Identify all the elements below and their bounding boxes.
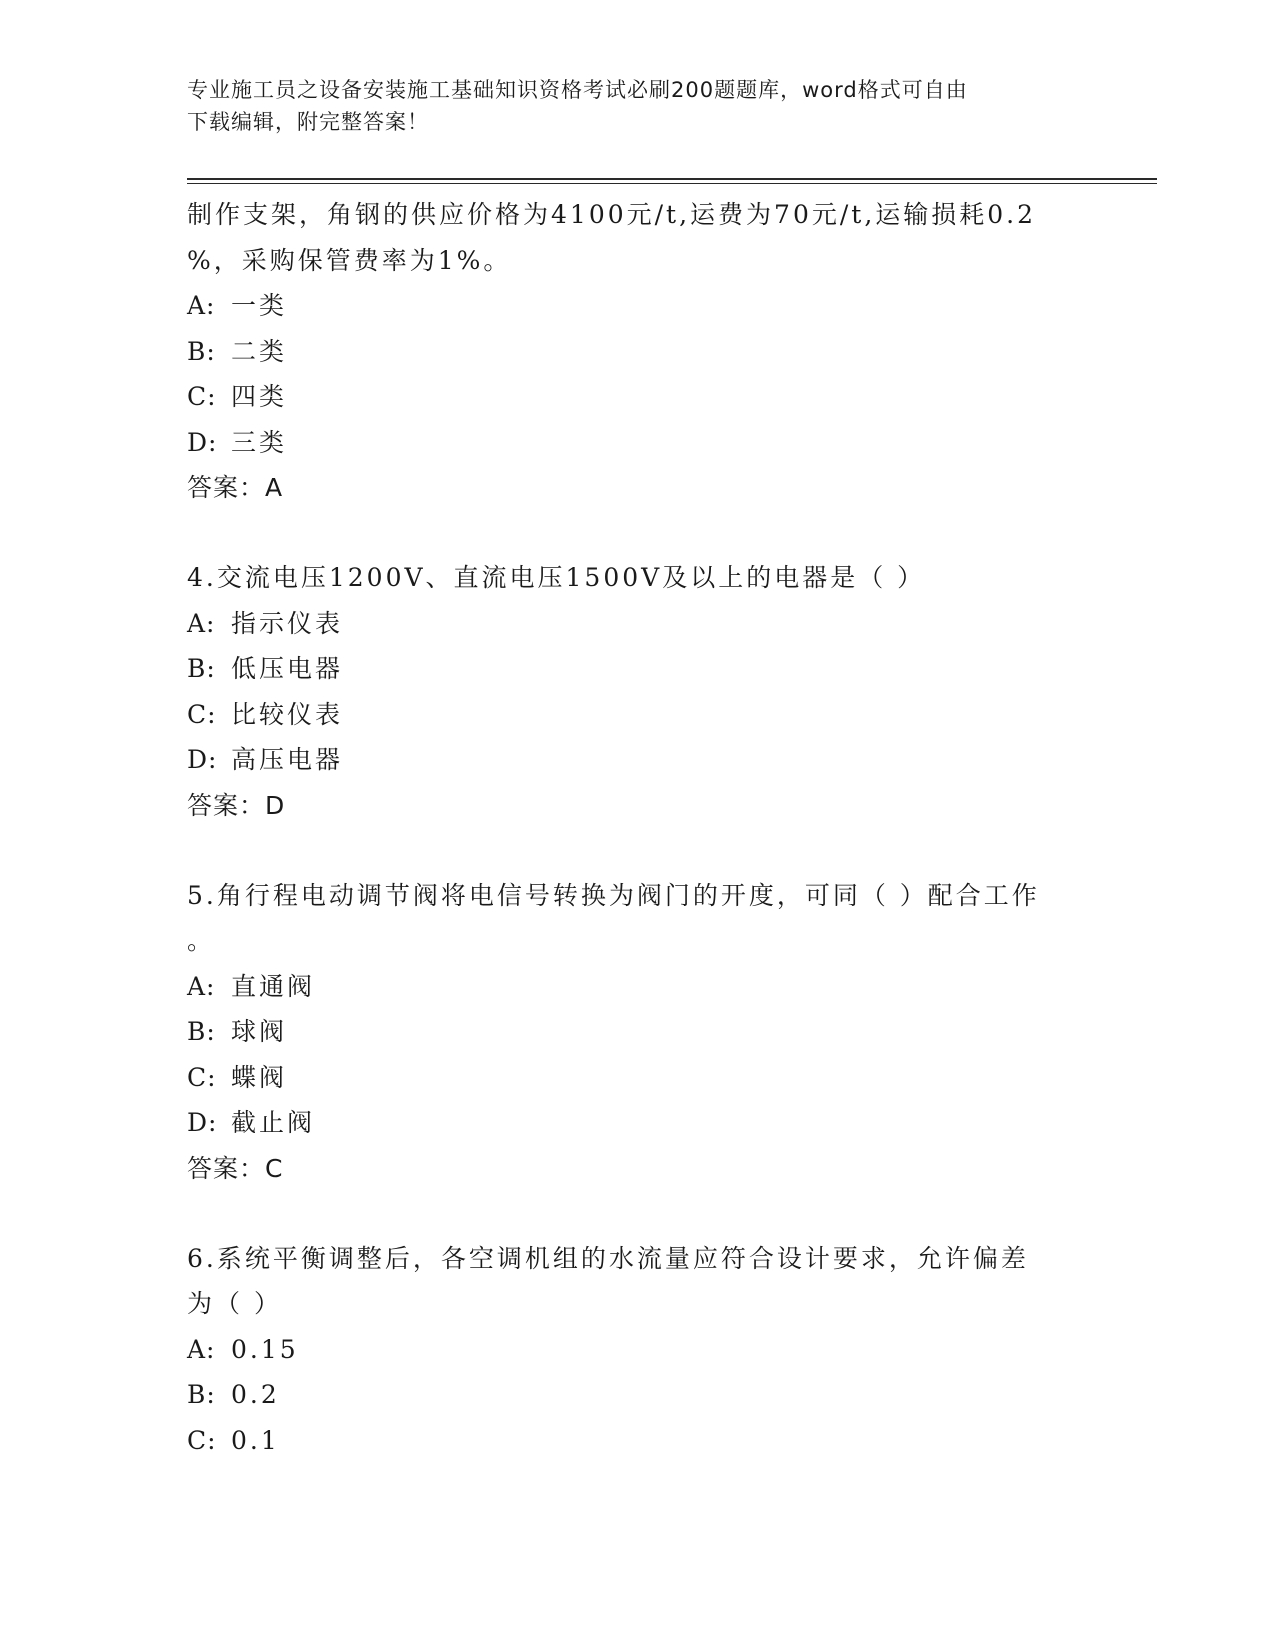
option-text: 二类 (231, 336, 288, 366)
option-b (187, 1009, 1087, 1055)
question-3 (187, 192, 1087, 511)
spacer (187, 511, 1087, 555)
option-text: 0.15 (231, 1334, 299, 1364)
option-text: 低压电器 (231, 654, 344, 683)
question-stem: %，采购保管费率为1%。 (187, 245, 512, 275)
option-c (187, 374, 1087, 420)
question-4 (187, 555, 1087, 829)
option-key: A: (187, 608, 216, 638)
option-key: D: (187, 745, 218, 774)
option-key: C: (187, 699, 217, 729)
option-key: B: (187, 1017, 216, 1046)
header-divider-thick (187, 178, 1157, 180)
option-b (187, 329, 1087, 375)
option-text: 高压电器 (231, 745, 344, 774)
option-key: C: (187, 1425, 217, 1455)
option-b (187, 1372, 1087, 1418)
answer-line: 答案：D (187, 790, 286, 820)
option-key: D: (187, 427, 218, 457)
document-header (187, 74, 1067, 138)
answer-line: 答案：C (187, 1153, 284, 1183)
option-a (187, 964, 1087, 1010)
option-a (187, 283, 1087, 329)
question-stem: 5.角行程电动调节阀将电信号转换为阀门的开度，可同（ ）配合工作 (187, 880, 1040, 910)
option-d (187, 420, 1087, 466)
question-6 (187, 1236, 1087, 1464)
option-text: 直通阀 (231, 971, 316, 1001)
option-c (187, 1055, 1087, 1101)
question-stem: 4.交流电压1200V、直流电压1500V及以上的电器是（ ） (187, 563, 926, 592)
option-text: 0.2 (231, 1380, 280, 1409)
question-stem: 制作支架，角钢的供应价格为4100元/t,运费为70元/t,运输损耗0.2 (187, 200, 1037, 229)
header-line-2: 下载编辑，附完整答案！ (187, 110, 429, 134)
question-5 (187, 873, 1087, 1192)
header-line-1: 专业施工员之设备安装施工基础知识资格考试必刷200题题库，word格式可自由 (187, 78, 968, 102)
option-text: 一类 (231, 291, 288, 320)
spacer (187, 1192, 1087, 1236)
answer-line: 答案：A (187, 473, 284, 502)
option-text: 比较仪表 (231, 699, 344, 729)
option-text: 0.1 (231, 1425, 280, 1455)
option-b (187, 646, 1087, 692)
option-a (187, 1327, 1087, 1373)
question-stem: 。 (187, 926, 216, 955)
option-c (187, 692, 1087, 738)
option-text: 截止阀 (231, 1108, 316, 1137)
option-d (187, 1100, 1087, 1146)
option-text: 四类 (231, 382, 288, 411)
option-text: 蝶阀 (231, 1062, 288, 1092)
option-key: B: (187, 336, 216, 366)
option-key: A: (187, 971, 216, 1001)
option-text: 三类 (231, 427, 288, 457)
option-d (187, 737, 1087, 783)
option-a (187, 601, 1087, 647)
option-key: C: (187, 1062, 217, 1092)
header-divider-thin (187, 183, 1157, 184)
option-key: C: (187, 382, 217, 411)
question-stem: 为（ ） (187, 1289, 282, 1318)
question-list (187, 192, 1087, 1463)
option-key: B: (187, 1380, 216, 1409)
option-text: 球阀 (231, 1017, 288, 1046)
option-c (187, 1418, 1087, 1464)
option-key: D: (187, 1108, 218, 1137)
spacer (187, 829, 1087, 873)
option-key: A: (187, 1334, 216, 1364)
option-key: A: (187, 291, 216, 320)
question-stem: 6.系统平衡调整后，各空调机组的水流量应符合设计要求，允许偏差 (187, 1243, 1029, 1273)
option-text: 指示仪表 (231, 608, 344, 638)
option-key: B: (187, 654, 216, 683)
